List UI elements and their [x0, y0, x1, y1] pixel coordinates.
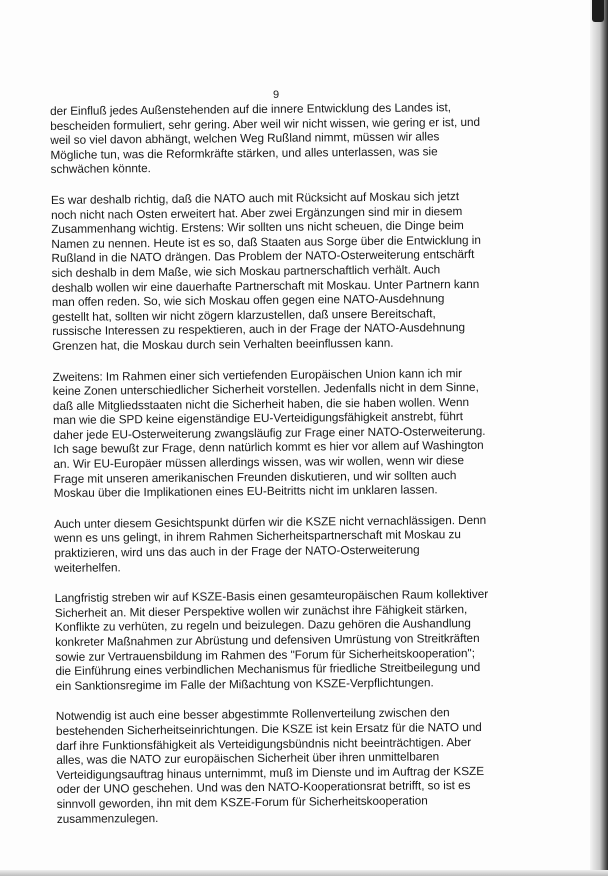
text-line: bescheiden formuliert, sehr gering. Aber weil wir nicht wissen, wie gering er ist, und — [50, 114, 481, 133]
text-line: sowie zur Vertrauensbildung im Rahmen des "Forum für Sicherheitskooperation"; — [55, 645, 475, 664]
paragraph — [56, 705, 557, 827]
text-line: an. Wir EU-Europäer müssen allerdings wissen, was wir wollen, wenn wir diese — [53, 453, 465, 472]
paragraph — [50, 99, 551, 177]
paragraph — [51, 188, 553, 353]
text-line: konkreter Maßnahmen zur Abrüstung und defensiven Umrüstung von Streitkräften — [55, 630, 480, 649]
text-line: darf ihre Funktionsfähigkeit als Verteidigungsbündnis nicht beeinträchtigen. Aber — [56, 734, 472, 753]
text-line: Notwendig ist auch eine besser abgestimmte Rollenverteilung zwischen den — [55, 705, 450, 724]
text-line: die Einführung eines verbindlichen Mechanismus für friedliche Streitbeilegung und — [55, 660, 481, 679]
text-line: Grenzen hat, die Moskau durch sein Verhalten beeinflussen kann. — [52, 335, 394, 353]
text-line: wenn es uns gelingt, in ihrem Rahmen Sicherheitspartnerschaft mit Moskau zu — [54, 527, 461, 546]
text-line: weil so viel davon abhängt, welchen Weg Rußland nimmt, müssen wir alles — [50, 129, 440, 148]
text-line: sich deshalb in dem Maße, wie sich Moskau partnerschaftlich verhält. Auch — [51, 262, 441, 280]
text-line: bestehenden Sicherheitseinrichtungen. Die KSZE ist kein Ersatz für die NATO und — [55, 719, 482, 738]
body-text — [50, 99, 557, 842]
text-line: keine Zonen unterschiedlicher Sicherheit vorstellen. Jedenfalls nicht in dem Sinne, — [52, 379, 479, 399]
text-line: Mögliche tun, was die Reformkräfte stärken, und alles unterlassen, was sie — [50, 144, 438, 162]
text-line: man wie die SPD keine eigenständige EU-Verteidigungsfähigkeit anstrebt, führt — [52, 409, 464, 428]
paragraph — [55, 586, 556, 693]
text-line: deshalb wollen wir eine dauerhafte Partnerschaft mit Moskau. Unter Partnern kann — [51, 276, 480, 295]
paragraph — [53, 365, 554, 501]
scan-edge-mark — [592, 0, 604, 22]
text-line: noch nicht nach Osten erweitert hat. Aber zwei Ergänzungen sind mir in diesem — [50, 203, 463, 222]
text-line: zusammenzulegen. — [56, 810, 159, 826]
text-line: Zweitens: Im Rahmen einer sich vertiefenden Europäischen Union kann ich mir — [52, 365, 463, 384]
text-line: oder der UNO geschehen. Und was den NATO-Kooperationsrat betrifft, so ist es — [56, 778, 471, 797]
text-line: Zusammenhang wichtig. Erstens: Wir sollten uns nicht scheuen, die Dinge beim — [51, 218, 464, 237]
text-line: sinnvoll geworden, ihn mit dem KSZE-Forum für Sicherheitskooperation — [56, 793, 428, 811]
text-line: ein Sanktionsregime im Falle der Mißachtung von KSZE-Verpflichtungen. — [55, 675, 434, 693]
text-line: Ich sage bewußt zur Frage, denn natürlich kommt es hier vor allem auf Washington — [53, 438, 484, 457]
text-line: Frage mit unseren amerikanischen Freunden diskutieren, und wir sollten auch — [53, 467, 457, 486]
text-line: Auch unter diesem Gesichtspunkt dürfen wir die KSZE nicht vernachlässigen. Denn — [53, 512, 487, 531]
text-line: praktizieren, wird uns das auch in der Frage der NATO-Osterweiterung — [54, 542, 420, 561]
text-line: Sicherheit an. Mit dieser Perspektive wollen wir zunächst ihre Fähigkeit stärken, — [54, 601, 468, 620]
text-line: Es war deshalb richtig, daß die NATO auch mit Rücksicht auf Moskau sich jetzt — [50, 189, 460, 207]
text-line: man offen reden. So, wie sich Moskau offen gegen eine NATO-Ausdehnung — [51, 291, 445, 310]
text-line: Verteidigungsauftrag hinaus unternimmt, muß im Dienste und im Auftrag der KSZE — [56, 763, 485, 782]
scan-edge-shadow — [590, 0, 608, 876]
text-line: daher jede EU-Osterweiterung zwangsläufig zur Frage einer NATO-Osterweiterung. — [53, 423, 486, 442]
paragraph — [54, 512, 555, 575]
text-line: Langfristig streben wir auf KSZE-Basis einen gesamteuropäischen Raum kollektiver — [54, 587, 489, 606]
text-line: daß alle Mitgliedsstaaten nicht die Sicherheit haben, die sie haben wollen. Wenn — [52, 394, 470, 413]
text-line: Moskau über die Implikationen eines EU-Beitritts nicht im unklaren lassen. — [53, 482, 438, 501]
text-line: gestellt hat, sollten wir nicht zögern klarzustellen, daß unsere Bereitschaft, — [51, 306, 436, 324]
text-line: weiterhelfen. — [54, 559, 121, 575]
text-line: Konflikte zu verhüten, zu regeln und beizulegen. Dazu gehören die Aushandlung — [54, 616, 471, 635]
text-line: schwächen könnte. — [50, 161, 151, 177]
text-line: Rußland in die NATO drängen. Das Problem der NATO-Osterweiterung entschärft — [51, 247, 475, 266]
text-line: Namen zu nennen. Heute ist es so, daß Staaten aus Sorge über die Entwicklung in — [51, 232, 481, 251]
text-line: russische Interessen zu respektieren, auch in der Frage der NATO-Ausdehnung — [52, 320, 466, 339]
text-line: alles, was die NATO zur europäischen Sicherheit über ihren unmittelbaren — [56, 749, 440, 768]
scan-bottom-edge — [0, 870, 608, 876]
page-number: 9 — [272, 89, 280, 101]
text-line: der Einfluß jedes Außenstehenden auf die innere Entwicklung des Landes ist, — [50, 100, 452, 118]
